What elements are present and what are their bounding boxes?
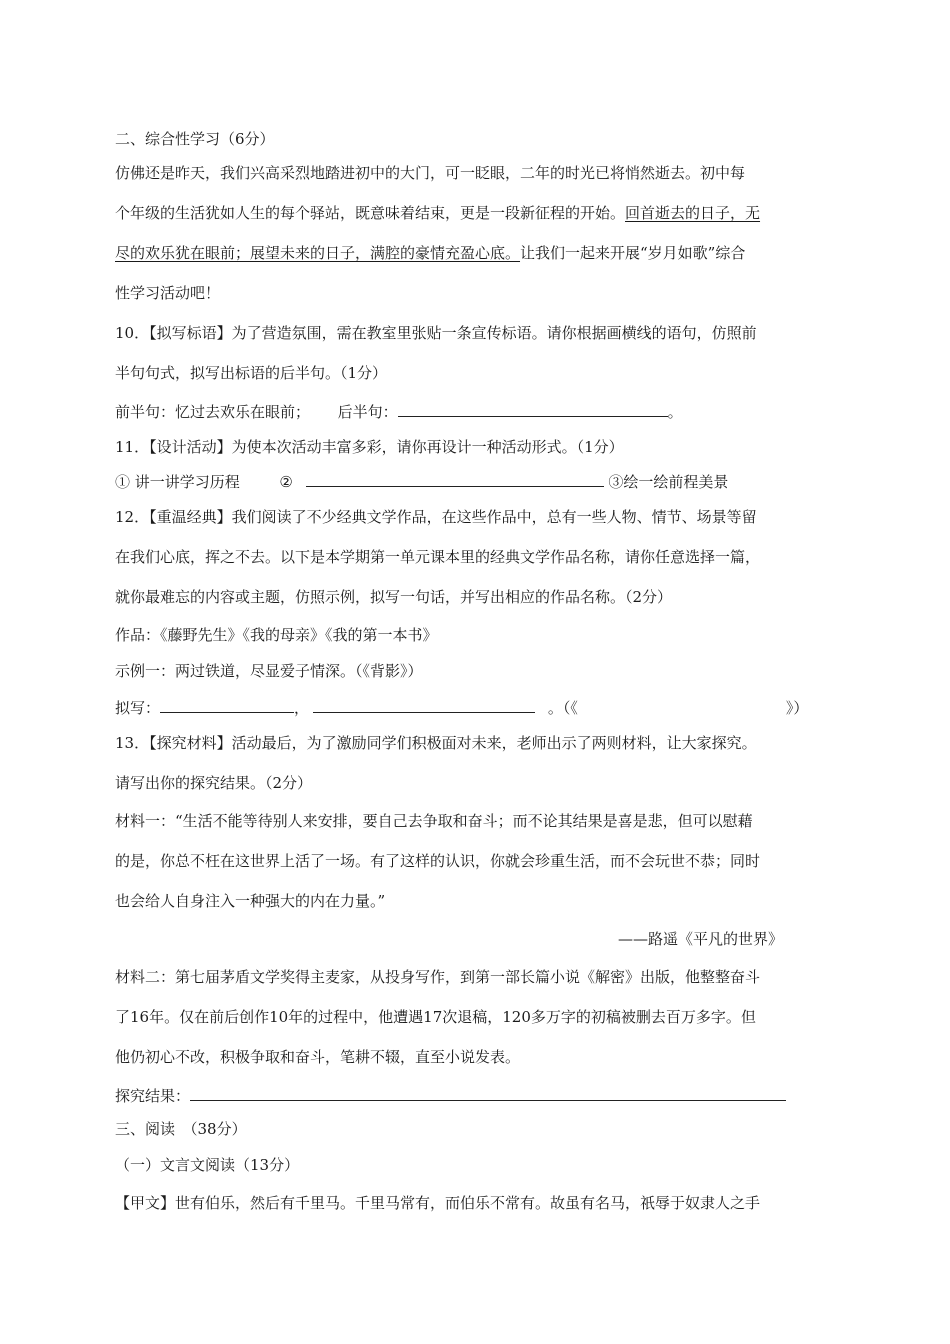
material-2-line-3: 他仍初心不改，积极争取和奋斗，笔耕不辍，直至小说发表。: [115, 1048, 521, 1066]
q13-line-1: 13．【探究材料】活动最后，为了激励同学们积极面对未来，老师出示了两则材料，让大家探究。: [115, 734, 757, 752]
material-1-source: ——路遥《平凡的世界》: [618, 930, 784, 948]
jiawen-line-1: 【甲文】世有伯乐，然后有千里马。千里马常有，而伯乐不常有。故虽有名马，祇辱于奴隶人之手: [115, 1194, 761, 1212]
intro-text: 个年级的生活犹如人生的每个驿站，既意味着结束，更是一段新征程的开始。: [115, 204, 626, 222]
intro-line-4: 性学习活动吧！: [115, 284, 221, 302]
section-3-subtitle: （一）文言文阅读（13分）: [115, 1156, 300, 1174]
q12-example: 示例一：两过铁道，尽显爱子情深。（《背影》）: [115, 662, 423, 680]
q13-result-line: [115, 1084, 786, 1107]
q11-line-1: 11．【设计活动】为使本次活动丰富多彩，请你再设计一种活动形式。（1分）: [115, 438, 624, 456]
intro-line-3: [115, 242, 745, 264]
q12-write-label: 拟写：: [115, 699, 161, 717]
underlined-sentence-part-2: 尽的欢乐犹在眼前；展望未来的日子，满腔的豪情充盈心底。: [115, 244, 521, 262]
underlined-sentence-part-1: 回首逝去的日子，无: [625, 204, 761, 222]
q13-result-blank[interactable]: [190, 1084, 786, 1101]
q11-option-2-label: ②: [279, 473, 293, 491]
q10-line-1: 10．【拟写标语】为了营造氛围，需在教室里张贴一条宣传标语。请你根据画横线的语句，仿照前: [115, 324, 757, 342]
material-2-line-1: 材料二：第七届茅盾文学奖得主麦家，从投身写作，到第一部长篇小说《解密》出版，他整整奋斗: [115, 968, 761, 986]
q12-line-2: 在我们心底，挥之不去。以下是本学期第一单元课本里的经典文学作品名称，请你任意选择一篇，: [115, 548, 761, 566]
q11-option-1: ① 讲一讲学习历程: [115, 473, 240, 491]
q12-works: 作品：《藤野先生》《我的母亲》《我的第一本书》: [115, 626, 438, 644]
q11-answer-blank[interactable]: [306, 470, 604, 487]
q10-back-label: 后半句：: [337, 403, 398, 421]
q11-options: [115, 470, 728, 493]
material-1-line-1: 材料一：“生活不能等待别人来安排，要自己去争取和奋斗；而不论其结果是喜是悲，但可以慰藉: [115, 812, 753, 830]
q12-comma: ，: [294, 699, 310, 717]
q12-line-3: 就你最难忘的内容或主题，仿照示例，拟写一句话，并写出相应的作品名称。（2分）: [115, 588, 673, 606]
q13-line-2: 请写出你的探究结果。（2分）: [115, 774, 313, 792]
intro-line-1: 仿佛还是昨天，我们兴高采烈地踏进初中的大门，可一眨眼，二年的时光已将悄然逝去。初中每: [115, 164, 746, 182]
q12-blank-2[interactable]: [313, 696, 535, 713]
q12-blank-1[interactable]: [160, 696, 294, 713]
q11-option-3: ③绘一绘前程美景: [608, 473, 729, 491]
q10-answer-blank[interactable]: [398, 400, 668, 417]
q12-title-blank[interactable]: [578, 697, 786, 713]
section-3-title: 三、阅读 （38分）: [115, 1120, 247, 1138]
section-2-title: 二、综合性学习（6分）: [115, 130, 275, 148]
q12-line-1: 12．【重温经典】我们阅读了不少经典文学作品，在这些作品中，总有一些人物、情节、场景等留: [115, 508, 757, 526]
q10-answer-line: [115, 400, 683, 423]
intro-line-2: [115, 202, 760, 224]
q10-front-half: 前半句：忆过去欢乐在眼前；: [115, 403, 311, 421]
material-1-line-2: 的是，你总不枉在这世界上活了一场。有了这样的认识，你就会珍重生活，而不会玩世不恭；同时: [115, 852, 761, 870]
material-1-line-3: 也会给人自身注入一种强大的内在力量。”: [115, 892, 386, 910]
q12-write-line: [115, 696, 808, 719]
q10-line-2: 半句句式，拟写出标语的后半句。（1分）: [115, 364, 388, 382]
q12-title-open: 。（《: [547, 699, 578, 717]
q13-result-label: 探究结果：: [115, 1087, 191, 1105]
material-2-line-2: 了16年。仅在前后创作10年的过程中，他遭遇17次退稿，120多万字的初稿被删去百万多字。但: [115, 1008, 756, 1026]
q12-title-close: 》）: [785, 699, 809, 717]
intro-text: 让我们一起来开展“岁月如歌”综合: [520, 244, 746, 262]
q10-period: 。: [667, 403, 683, 421]
